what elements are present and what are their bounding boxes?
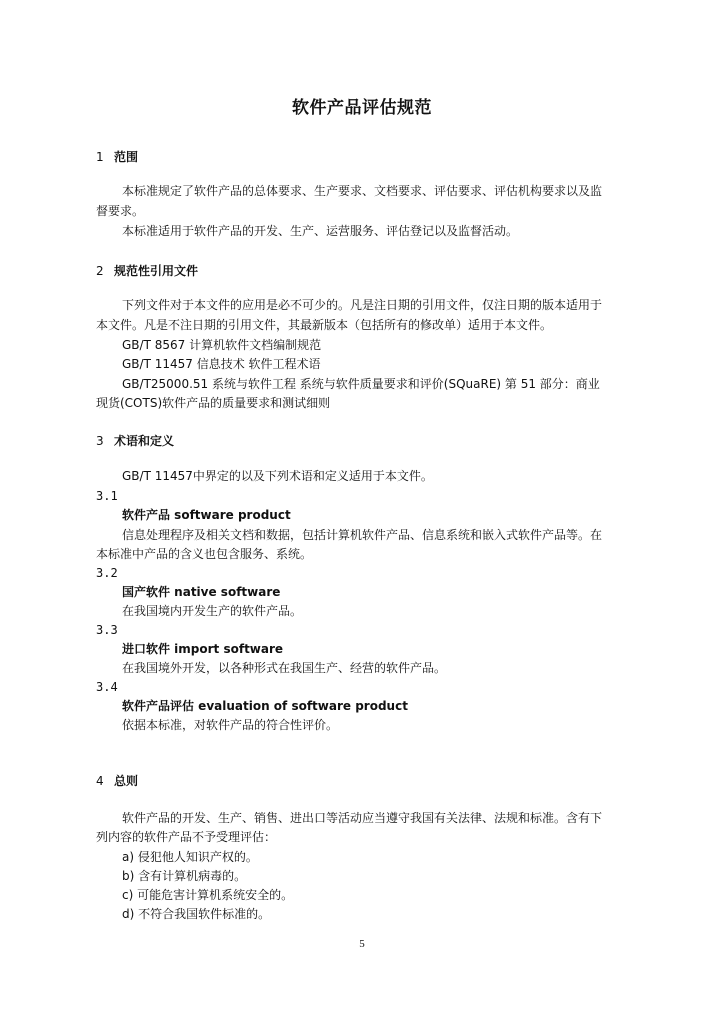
section-title: 术语和定义 — [114, 434, 175, 448]
section-heading-general — [96, 773, 138, 789]
section-number: 4 — [96, 774, 104, 788]
section-title: 范围 — [114, 150, 139, 164]
list-item: b) 含有计算机病毒的。 — [122, 869, 247, 883]
paragraph-line: 软件产品的开发、生产、销售、进出口等活动应当遵守我国有关法律、法规和标准。含有下 — [122, 811, 603, 825]
term-definition: 在我国境内开发生产的软件产品。 — [122, 604, 303, 618]
section-title: 总则 — [114, 774, 139, 788]
reference-item-continued: 现货(COTS)软件产品的质量要求和测试细则 — [96, 396, 331, 410]
list-item: a) 侵犯他人知识产权的。 — [122, 850, 258, 864]
paragraph-line: 下列文件对于本文件的应用是必不可少的。凡是注日期的引用文件，仅注日期的版本适用于 — [122, 298, 603, 312]
term-number: 3.4 — [96, 680, 118, 694]
list-item: d) 不符合我国软件标准的。 — [122, 907, 271, 921]
paragraph-line: 列内容的软件产品不予受理评估： — [96, 830, 277, 844]
section-heading-normative-references — [96, 263, 198, 279]
paragraph-line: 本文件。凡是不注日期的引用文件，其最新版本（包括所有的修改单）适用于本文件。 — [96, 318, 553, 332]
term-number: 3.1 — [96, 489, 118, 503]
paragraph-line: 本标准规定了软件产品的总体要求、生产要求、文档要求、评估要求、评估机构要求以及监 — [122, 184, 603, 198]
reference-item: GB/T25000.51 系统与软件工程 系统与软件质量要求和评价(SQuaRE) 第 51 部分：商业 — [122, 377, 600, 391]
term-number: 3.2 — [96, 566, 118, 580]
term-name: 软件产品 software product — [122, 508, 291, 522]
term-name: 国产软件 native software — [122, 585, 281, 599]
reference-item: GB/T 11457 信息技术 软件工程术语 — [122, 357, 321, 371]
term-number: 3.3 — [96, 623, 118, 637]
term-definition: 信息处理程序及相关文档和数据，包括计算机软件产品、信息系统和嵌入式软件产品等。在 — [122, 528, 603, 542]
section-number: 1 — [96, 150, 104, 164]
reference-item: GB/T 8567 计算机软件文档编制规范 — [122, 338, 322, 352]
paragraph-line: GB/T 11457中界定的以及下列术语和定义适用于本文件。 — [122, 469, 433, 483]
term-definition: 依据本标准，对软件产品的符合性评价。 — [122, 718, 339, 732]
page-title: 软件产品评估规范 — [292, 98, 432, 118]
paragraph-line: 督要求。 — [96, 204, 145, 218]
section-title: 规范性引用文件 — [114, 264, 199, 278]
paragraph-line: 本标准适用于软件产品的开发、生产、运营服务、评估登记以及监督活动。 — [122, 224, 519, 238]
term-definition: 在我国境外开发，以各种形式在我国生产、经营的软件产品。 — [122, 661, 447, 675]
list-item: c) 可能危害计算机系统安全的。 — [122, 888, 294, 902]
section-heading-terms — [96, 433, 174, 449]
section-number: 3 — [96, 434, 104, 448]
page-number: 5 — [359, 938, 365, 950]
section-number: 2 — [96, 264, 104, 278]
term-name: 进口软件 import software — [122, 642, 284, 656]
term-definition: 本标准中产品的含义也包含服务、系统。 — [96, 547, 313, 561]
section-heading-scope — [96, 149, 138, 165]
term-name: 软件产品评估 evaluation of software product — [122, 699, 408, 713]
